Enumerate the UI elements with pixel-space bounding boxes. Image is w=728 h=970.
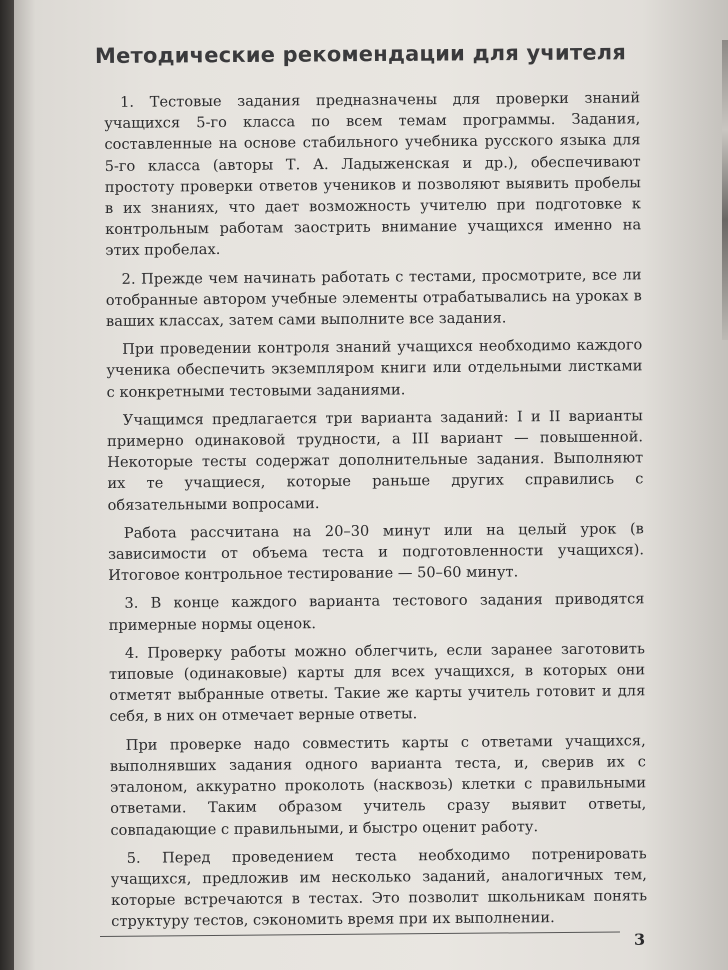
paragraph-4: Учащимся предлагается три варианта заданий: I и II варианты примерно одинаковой трудности, а III вариант — повышенной. Некоторые тесты содержат дополнительные задания. Выполняют их те учащиеся, которые раньше других справились с обязательными вопросами. <box>106 407 644 514</box>
book-spine-shadow <box>0 0 14 970</box>
paragraph-9: 5. Перед проведением теста необходимо потренировать учащихся, предложив им несколько заданий, аналогичных тем, которые встречаются в тестах. Это позволит школьникам понять структуру тестов, сэкономить время при их выполнении. <box>110 844 648 931</box>
paragraph-1: 1. Тестовые задания предназначены для проверки знаний учащихся 5-го класса по всем темам программы. Задания, составленные на основе стабильного учебника русского языка для 5-го класса (авторы Т. А. Ладыженская и др.), обеспечивают простоту проверки ответов учеников и позволяют выявить пробелы в их знаниях, что дает возможность учителю при подготовке к контрольным работам заострить внимание учащихся именно на этих пробелах. <box>104 89 642 260</box>
page-number: 3 <box>634 930 646 949</box>
paragraph-8: При проверке надо совместить карты с ответами учащихся, выполнявших задания одного варианта теста, и, сверив их с эталоном, аккуратно проколоть (насквозь) клетки с правильными ответами. Таким образом учитель сразу выявит ответы, совпадающие с правильными, и быстро оценит работу. <box>109 731 647 839</box>
page-title: Методические рекомендации для учителя <box>94 40 627 68</box>
paragraph-6: 3. В конце каждого варианта тестового задания приводятся примерные нормы оценок. <box>108 590 645 634</box>
page-edge-tabs <box>722 40 728 340</box>
paragraph-5: Работа рассчитана на 20–30 минут или на целый урок (в зависимости от объема теста и подготовленности учащихся). Итоговое контрольное тестирование — 50–60 минут. <box>107 520 645 585</box>
paragraph-2: 2. Прежде чем начинать работать с тестами, просмотрите, все ли отобранные автором учебные элементы отрабатывались на уроках в ваших классах, затем сами выполните все задания. <box>105 265 642 331</box>
paragraph-7: 4. Проверку работы можно облегчить, если заранее заготовить типовые (одинаковые) карты для всех учащихся, в которых они отметят выбранные ответы. Такие же карты учитель готовит и для себя, в них он отмечает верные ответы. <box>109 640 646 726</box>
body-text <box>104 87 647 939</box>
paragraph-3: При проведении контроля знаний учащихся необходимо каждого ученика обеспечить экземпляром книги или отдельными листками с конкретными тестовыми заданиями. <box>106 336 643 401</box>
